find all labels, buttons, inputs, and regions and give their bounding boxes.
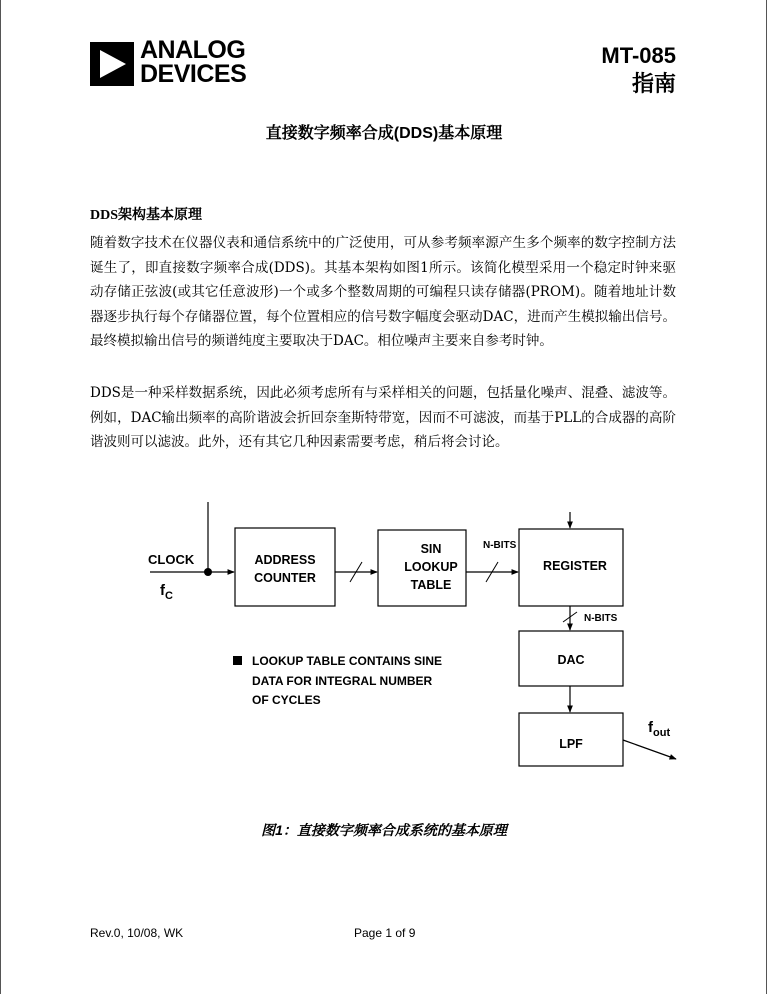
- document-id: [601, 42, 676, 98]
- section-heading: DDS架构基本原理: [90, 208, 203, 223]
- page-title: 直接数字频率合成(DDS)基本原理: [265, 125, 503, 142]
- fout-label: [648, 719, 670, 739]
- doc-type: 指南: [631, 71, 676, 96]
- address-counter-line2: COUNTER: [254, 571, 316, 585]
- nbits-side-label: N-BITS: [584, 613, 618, 624]
- nbits-top-label: N-BITS: [483, 540, 517, 551]
- figure-caption: 图1：直接数字频率合成系统的基本原理: [261, 822, 507, 838]
- register-label: REGISTER: [543, 559, 607, 573]
- lpf-label: LPF: [559, 737, 583, 751]
- address-counter-line1: ADDRESS: [254, 553, 316, 567]
- clock-label: CLOCK: [148, 552, 195, 567]
- analog-devices-logo-icon: [90, 42, 134, 86]
- dac-label: DAC: [557, 653, 585, 667]
- fc-label: [160, 582, 173, 602]
- company-logo-text: [140, 38, 246, 86]
- page-edge-right: [766, 0, 767, 994]
- fc-main: f: [160, 582, 165, 599]
- note-line-1: LOOKUP TABLE CONTAINS SINE: [252, 654, 443, 668]
- paragraph-2: DDS是一种采样数据系统，因此必须考虑所有与采样相关的问题，包括量化噪声、混叠、滤波等。例如，DAC输出频率的高阶谐波会折回奈奎斯特带宽，因而不可滤波，而基于PLL的合成器的高阶谐波则可以滤波。此外，还有其它几种因素需要考虑，稍后将会讨论。: [90, 385, 676, 451]
- fout-sub: out: [653, 727, 671, 739]
- dds-block-diagram: [0, 500, 768, 810]
- paragraph-1: 随着数字技术在仪器仪表和通信系统中的广泛使用，可从参考频率源产生多个频率的数字控制方法诞生了，即直接数字频率合成(DDS)。其基本架构如图1所示。该简化模型采用一个稳定时钟来驱动存储正弦波(或其它任意波形)一个或多个整数周期的可编程只读存储器(PROM)。随着地址计数器逐步执行每个存储器位置，每个位置相应的信号数字幅度会驱动DAC，进而产生模拟输出信号。最终模拟输出信号的频谱纯度主要取决于DAC。相位噪声主要来自参考时钟。: [90, 235, 676, 350]
- sin-lookup-line2: LOOKUP: [404, 560, 458, 574]
- logo-line-2: DEVICES: [140, 60, 247, 88]
- sin-lookup-line3: TABLE: [410, 578, 452, 592]
- output-arrow: [623, 740, 676, 759]
- footer-revision: Rev.0, 10/08, WK: [90, 926, 184, 940]
- fout-main: f: [648, 719, 653, 736]
- logo-line-1: ANALOG: [140, 36, 246, 64]
- note-bullet-icon: [233, 656, 242, 665]
- clock-node-dot: [204, 568, 212, 576]
- sin-lookup-line1: SIN: [420, 542, 442, 556]
- address-counter-block: [235, 528, 335, 606]
- doc-number: MT-085: [601, 43, 676, 68]
- note-line-3: OF CYCLES: [252, 693, 321, 707]
- fc-sub: C: [165, 590, 173, 602]
- footer-page-number: Page 1 of 9: [354, 926, 416, 940]
- note-line-2: DATA FOR INTEGRAL NUMBER: [252, 674, 433, 688]
- page-edge-left: [0, 0, 1, 994]
